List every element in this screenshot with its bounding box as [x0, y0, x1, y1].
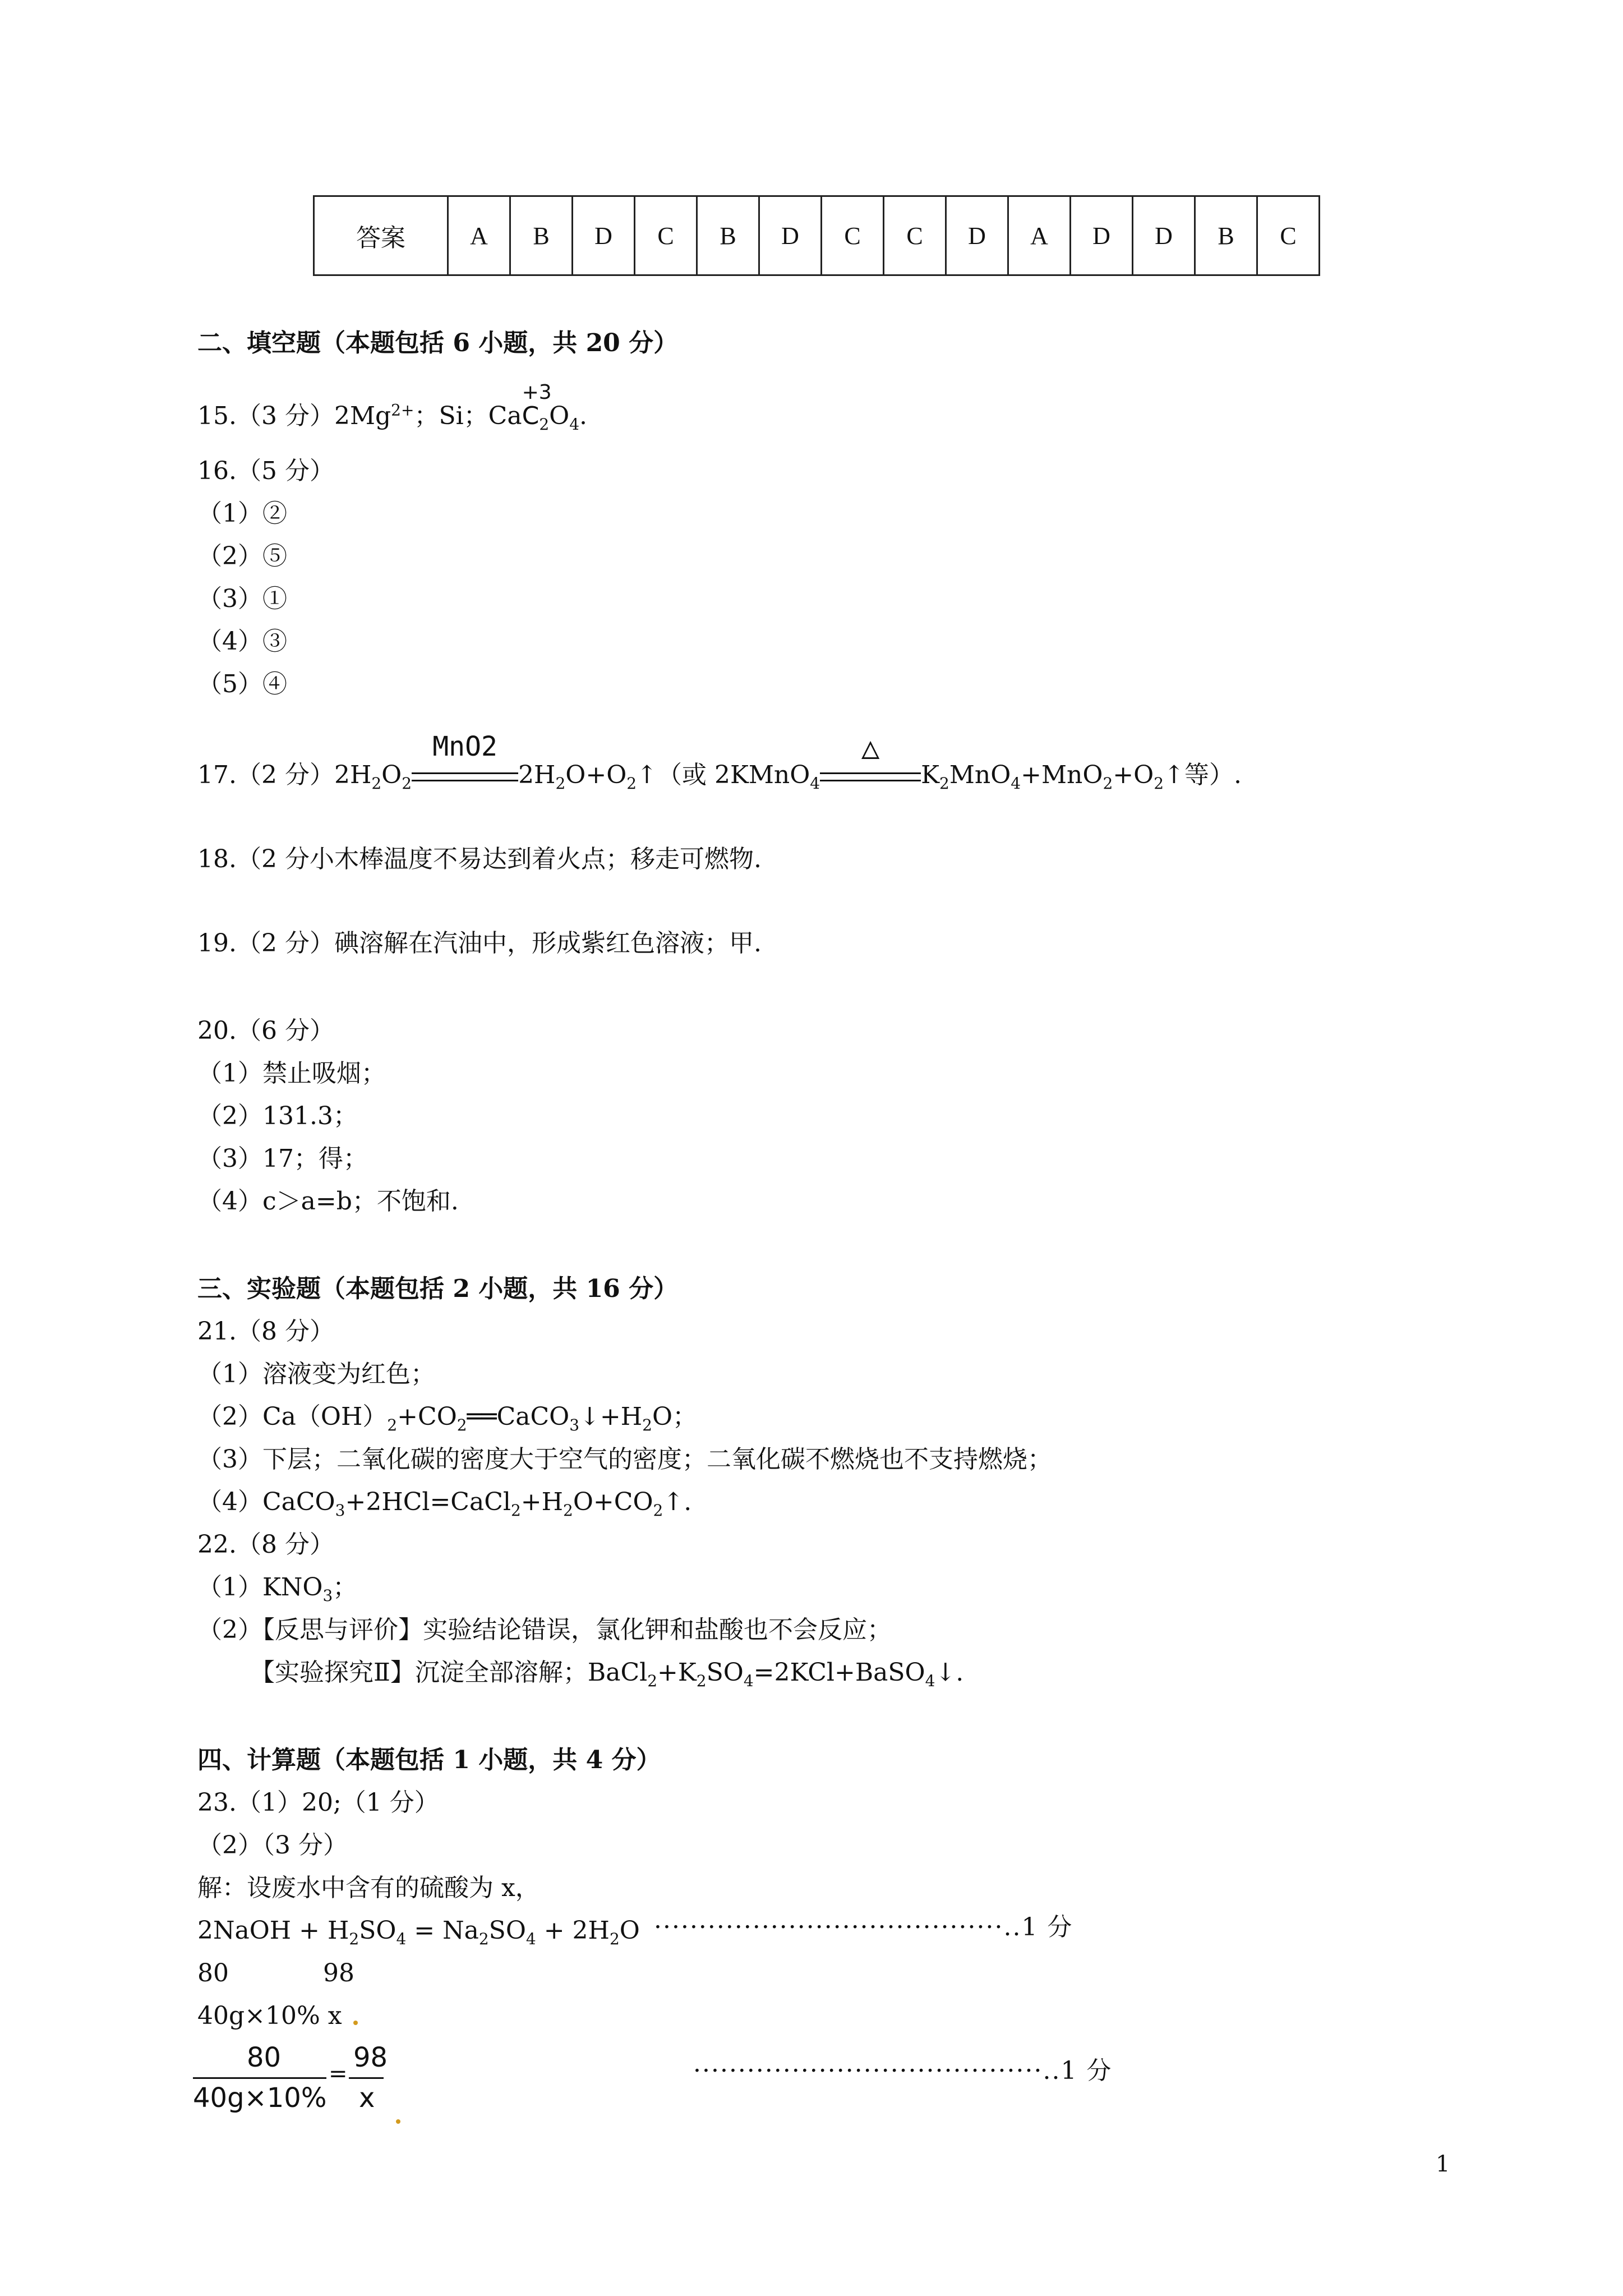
answer-cell-7: C [822, 196, 884, 275]
q17-text-b: O+O [565, 761, 627, 789]
q21-line-4: $(4)CaCO_3+2HCl=CaCl_2+H_2O+CO_2↑$. [197, 1488, 692, 1520]
q23-score-2: ..1 分 [1043, 2056, 1113, 2085]
answer-cell-14: C [1257, 196, 1320, 275]
q21-line-1: （1）溶液变为红色； [197, 1360, 435, 1388]
answer-cell-11: D [1071, 196, 1133, 275]
q23-line-2: （2）（3 分） [197, 1831, 348, 1860]
q20-item-1: （1）禁止吸烟； [197, 1059, 386, 1088]
answer-cell-6: D [759, 196, 822, 275]
answer-cell-5: B [697, 196, 759, 275]
q22-l3a: 【实验探究Ⅱ】沉淀全部溶解；BaCl [250, 1658, 648, 1687]
answer-cell-8: C [884, 196, 946, 275]
q21-label: 21.（8 分） [197, 1317, 334, 1346]
answer-cell-4: C [635, 196, 697, 275]
q15-mid: ；Si；Ca [414, 402, 522, 430]
q16-item-1: （1）② [197, 499, 287, 528]
q22-l3d: =2KCl+BaSO [753, 1658, 925, 1687]
q17-text-e: MnO [949, 761, 1011, 789]
frac-line-1 [193, 2077, 326, 2079]
section4-title: 四、计算题（本题包括 1 小题，共 4 分） [197, 1746, 661, 1774]
section3-title: 三、实验题（本题包括 2 小题，共 16 分） [197, 1274, 679, 1303]
answer-cell-1: A [448, 196, 510, 275]
q20-item-2: （2）131.3； [197, 1102, 358, 1130]
q16-item-2: （2）⑤ [197, 542, 287, 570]
q15-oxidation-state: +3 [522, 381, 552, 404]
q17-text-h: ↑等）. [1164, 761, 1242, 789]
q15-sub: 2 [539, 415, 550, 434]
q15-carbon [522, 381, 552, 432]
q20-item-4: （4）c＞a=b；不饱和. [197, 1187, 459, 1216]
q21-line-2: $(2)Ca(OH)_2+CO_2══CaCO_3↓+H_2O$； [197, 1402, 698, 1434]
q16-item-5: （5）④ [197, 670, 287, 698]
answer-cell-13: B [1195, 196, 1257, 275]
q23-dots-2: ·······································..1 分 [693, 2056, 1113, 2085]
answer-cell-3: D [573, 196, 635, 275]
q23-line-3: 解：设废水中含有的硫酸为 x， [197, 1874, 540, 1902]
q17-text-a: 2H [518, 761, 556, 789]
q16-label: 16.（5 分） [197, 457, 334, 485]
q17-text-g: +O [1113, 761, 1154, 789]
q23-equation: 2NaOH + $H_2SO_4 = Na_2SO_4 + 2H_2O$ [197, 1916, 640, 1948]
q22-l3c: SO [706, 1658, 744, 1687]
answer-cell-10: A [1008, 196, 1071, 275]
q19-answer: 19.（2 分）碘溶解在汽油中，形成紫红色溶液；甲. [197, 929, 762, 958]
q23-line-6: 40g×10% x [197, 2001, 342, 2030]
q17-catalyst-arrow [412, 730, 518, 781]
section2-title: 二、填空题（本题包括 6 小题，共 20 分） [197, 329, 679, 357]
frac-line-2 [349, 2077, 384, 2079]
q23-line-1: 23.（1）20;（1 分） [197, 1788, 439, 1817]
answer-row [314, 196, 1320, 275]
q23-mass-2: 98 [323, 1959, 354, 1987]
q23-score-1: ..1 分 [1003, 1913, 1073, 1941]
q15-prefix: 15.（3 分）2Mg [197, 402, 391, 430]
q20-label: 20.（6 分） [197, 1016, 334, 1045]
q15-tail: O [549, 402, 570, 430]
q22-l3e: ↓. [935, 1658, 964, 1687]
q17-heat: △ [861, 729, 880, 765]
stray-dot-2 [396, 2119, 400, 2124]
q17-answer: 17.（2 分）$2H_2O_2$ MnO2 $2H_2O+O_2↑$（或 2KMnO$_4$ △ $K_2MnO_4+MnO_2+O_2↑$等）. [197, 729, 1242, 793]
q15-end: . [579, 402, 588, 430]
frac-equals: = [329, 2061, 348, 2087]
frac-den-2: x [359, 2082, 375, 2114]
answer-cell-9: D [946, 196, 1008, 275]
q17-text-d: K [921, 761, 939, 789]
q17-text-c: ↑（或 2KMnO [637, 761, 810, 789]
q17-text-f: +MnO [1021, 761, 1103, 789]
q15-tail-sub: 4 [569, 415, 580, 434]
q23-dots-1: ·······································..1 分 [654, 1913, 1073, 1941]
q20-item-3: （3）17；得； [197, 1144, 368, 1173]
q16-item-4: （4）③ [197, 627, 287, 656]
answer-header: 答案 [314, 196, 448, 275]
answer-table [313, 195, 1320, 276]
frac-den-1: 40g×10% [193, 2082, 327, 2114]
q23-mass-1: 80 [197, 1959, 229, 1987]
q15-charge: 2+ [391, 401, 414, 420]
answer-cell-2: B [510, 196, 573, 275]
q22-line-1: $(1)KNO_3$； [197, 1573, 358, 1605]
q17-heat-arrow [820, 729, 921, 781]
page-number: 1 [1436, 2151, 1450, 2177]
frac-num-2: 98 [353, 2042, 388, 2073]
stray-dot-1 [353, 2021, 358, 2025]
q22-label: 22.（8 分） [197, 1530, 334, 1559]
answer-cell-12: D [1133, 196, 1195, 275]
frac-num-1: 80 [247, 2042, 282, 2073]
q22-line-2: （2）【反思与评价】实验结论错误，氯化钾和盐酸也不会反应； [197, 1616, 892, 1644]
q15-answer [197, 381, 588, 434]
q17-catalyst: MnO2 [432, 730, 497, 762]
q17-label: 17.（2 分）2H [197, 761, 372, 789]
q16-item-3: （3）① [197, 585, 287, 613]
q22-l3b: +K [657, 1658, 697, 1687]
q21-line-3: （3）下层；二氧化碳的密度大于空气的密度；二氧化碳不燃烧也不支持燃烧； [197, 1445, 1052, 1474]
q18-answer: 18.（2 分小木棒温度不易达到着火点；移走可燃物. [197, 845, 762, 873]
q15-c: C [522, 402, 540, 430]
q22-line-3: 【实验探究Ⅱ】沉淀全部溶解；$BaCl_2+K_2SO_4=2KCl+BaSO_4↓$. [250, 1658, 964, 1690]
